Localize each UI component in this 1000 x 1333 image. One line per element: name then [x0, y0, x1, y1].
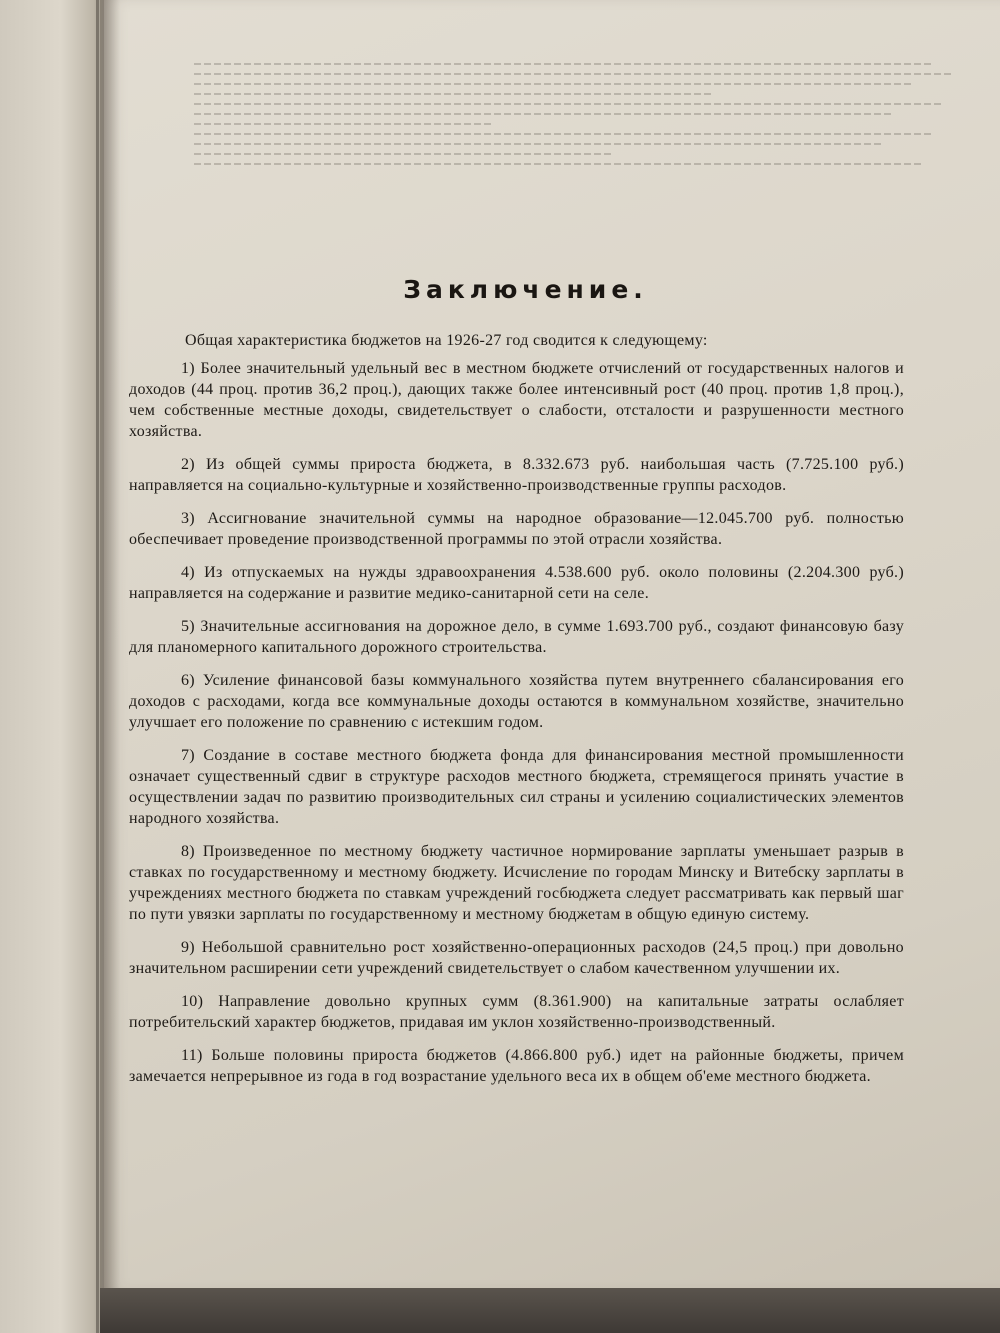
- conclusion-item-2: 2) Из общей суммы прироста бюджета, в 8.332.673 руб. наибольшая часть (7.725.100 руб.) направляется на социально-культурные и хозяйственно-производственные группы расходов.: [129, 456, 904, 494]
- conclusion-item-6: 6) Усиление финансовой базы коммунального хозяйства путем внутреннего сбалансирования его доходов с расходами, когда все коммунальные доходы остаются в коммунальном хозяйстве, значительно улучшает его положение по сравнению с истекшим годом.: [129, 672, 904, 731]
- page-bottom-edge: [100, 1288, 1000, 1333]
- conclusion-item-7: 7) Создание в составе местного бюджета фонда для финансирования местной промышленности означает существенный сдвиг в структуре расходов местного бюджета, стремящегося принять участие в осуществлении задач по развитию производительных сил страны и усилению социалистических элементов народного хозяйства.: [129, 747, 904, 827]
- conclusion-item-1: 1) Более значительный удельный вес в местном бюджете отчислений от государственных налогов и доходов (44 проц. против 36,2 проц.), дающих также более интенсивный рост (40 проц. против 1,8 проц.), чем собственные местные доходы, свидетельствует о слабости, отсталости и разрушенности местного хозяйства.: [129, 360, 904, 440]
- page-title: Заключение.: [403, 275, 648, 304]
- conclusion-item-3: 3) Ассигнование значительной суммы на народное образование—12.045.700 руб. полностью обеспечивает проведение производственной программы по этой отрасли хозяйства.: [129, 510, 904, 548]
- conclusion-item-5: 5) Значительные ассигнования на дорожное дело, в сумме 1.693.700 руб., создают финансовую базу для планомерного капитального дорожного строительства.: [129, 618, 904, 656]
- bleed-through-text: [164, 55, 984, 275]
- conclusion-item-4: 4) Из отпускаемых на нужды здравоохранения 4.538.600 руб. около половины (2.204.300 руб.) направляется на содержание и развитие медико-санитарной сети на селе.: [129, 564, 904, 602]
- intro-paragraph: Общая характеристика бюджетов на 1926-27 год сводится к следующему:: [185, 332, 708, 349]
- spine-shadow: [100, 0, 120, 1290]
- spine-line: [96, 0, 99, 1333]
- conclusion-item-10: 10) Направление довольно крупных сумм (8.361.900) на капитальные затраты ослабляет потребительский характер бюджетов, придавая им уклон хозяйственно-производственный.: [129, 993, 904, 1031]
- document-body: [129, 275, 904, 1099]
- conclusion-item-9: 9) Небольшой сравнительно рост хозяйственно-операционных расходов (24,5 проц.) при довольно значительном расширении сети учреждений свидетельствует о слабом качественном улучшении их.: [129, 939, 904, 977]
- conclusion-item-11: 11) Больше половины прироста бюджетов (4.866.800 руб.) идет на районные бюджеты, причем замечается непрерывное из года в год возрастание удельного веса их в общем об'еме местного бюджета.: [129, 1047, 904, 1085]
- conclusion-item-8: 8) Произведенное по местному бюджету частичное нормирование зарплаты уменьшает разрыв в ставках по государственному и местному бюджету. Исчисление по городам Минску и Витебску зарплаты в учреждениях местного бюджета по ставкам учреждений госбюджета следует рассматривать как первый шаг по пути увязки зарплаты по государственному и местному бюджетам в общую единую систему.: [129, 843, 904, 923]
- left-page-edge: [0, 0, 110, 1333]
- document-page: [104, 0, 1000, 1290]
